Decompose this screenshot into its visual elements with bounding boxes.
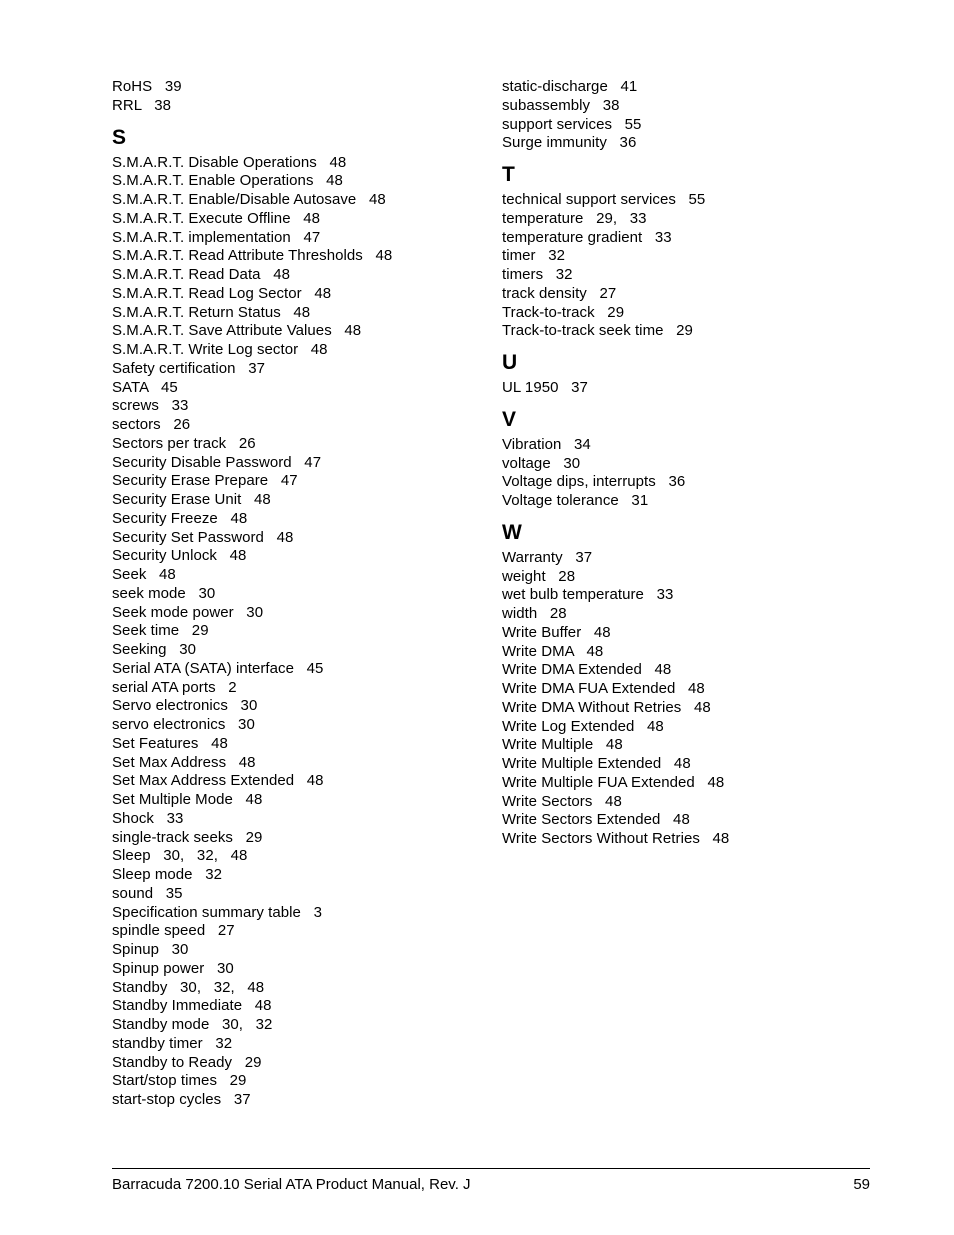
index-entry: spindle speed 27 [112, 922, 235, 940]
index-entry: Write Multiple FUA Extended 48 [502, 773, 725, 791]
index-entry: screws 33 [112, 397, 189, 415]
index-entry: Write Multiple Extended 48 [502, 755, 691, 772]
index-column-left [112, 78, 492, 1110]
index-entry: Write DMA Without Retries 48 [502, 698, 711, 716]
index-entry: S.M.A.R.T. Return Status 48 [112, 303, 311, 321]
index-entry: Security Freeze 48 [112, 509, 248, 527]
index-entry: Standby mode 30, 32 [112, 1016, 273, 1033]
index-entry: Surge immunity 36 [502, 134, 637, 152]
index-entry: Write DMA 48 [502, 642, 604, 660]
index-entry: support services 55 [502, 115, 642, 133]
index-entry: S.M.A.R.T. Execute Offline 48 [112, 209, 321, 227]
index-entry: timer 32 [502, 247, 566, 265]
index-entry: Voltage tolerance 31 [502, 492, 649, 509]
index-entry: S.M.A.R.T. Read Log Sector 48 [112, 284, 332, 302]
index-entry: Spinup 30 [112, 941, 189, 958]
index-entry: Set Max Address 48 [112, 753, 256, 771]
index-entry: Security Erase Unit 48 [112, 491, 271, 508]
index-entry: Vibration 34 [502, 435, 591, 453]
index-entry: subassembly 38 [502, 96, 620, 114]
index-entry: Standby to Ready 29 [112, 1053, 262, 1071]
index-entry: temperature 29, 33 [502, 209, 647, 227]
index-entry: Warranty 37 [502, 548, 593, 566]
index-entry: Track-to-track seek time 29 [502, 322, 693, 340]
index-entry: S.M.A.R.T. implementation 47 [112, 228, 321, 246]
index-entry: RoHS 39 [112, 78, 182, 95]
index-entry: Track-to-track 29 [502, 303, 625, 321]
index-entry: Security Erase Prepare 47 [112, 472, 298, 490]
index-entry: S.M.A.R.T. Save Attribute Values 48 [112, 322, 362, 340]
index-section-letter: U [502, 351, 518, 374]
index-entry: Safety certification 37 [112, 359, 265, 377]
footer-document-title: Barracuda 7200.10 Serial ATA Product Manual, Rev. J [112, 1176, 471, 1193]
index-entry: RRL 38 [112, 96, 172, 114]
index-section-letter: S [112, 125, 127, 149]
index-section-letter: V [502, 407, 517, 431]
index-entry: weight 28 [502, 567, 576, 585]
index-entry: Voltage dips, interrupts 36 [502, 473, 686, 491]
index-entry: Security Disable Password 47 [112, 453, 322, 471]
index-entry: Seek 48 [112, 566, 176, 583]
index-entry: Set Max Address Extended 48 [112, 772, 324, 790]
index-entry: Write Sectors Without Retries 48 [502, 830, 730, 847]
index-entry: Write DMA FUA Extended 48 [502, 680, 705, 697]
index-entry: Write Multiple 48 [502, 736, 623, 754]
index-entry: voltage 30 [502, 454, 581, 472]
index-entry: Spinup power 30 [112, 959, 234, 977]
index-entry: UL 1950 37 [502, 379, 588, 396]
index-entry: Standby 30, 32, 48 [112, 978, 265, 996]
index-entry: Seek time 29 [112, 622, 209, 640]
index-entry: seek mode 30 [112, 584, 216, 602]
footer-divider [112, 1168, 870, 1169]
index-entry: Security Unlock 48 [112, 547, 247, 565]
index-entry: Specification summary table 3 [112, 903, 322, 921]
index-entry: technical support services 55 [502, 191, 706, 208]
index-entry: S.M.A.R.T. Write Log sector 48 [112, 341, 328, 358]
index-entry: wet bulb temperature 33 [502, 586, 674, 604]
index-entry: single-track seeks 29 [112, 828, 263, 846]
index-entry: width 28 [502, 605, 567, 622]
index-entry: timers 32 [502, 266, 573, 283]
index-entry: Set Multiple Mode 48 [112, 791, 263, 808]
index-entry: Sectors per track 26 [112, 434, 256, 452]
index-entry: Write Log Extended 48 [502, 717, 664, 735]
index-entry: Set Features 48 [112, 734, 228, 752]
index-entry: SATA 45 [112, 378, 178, 396]
index-entry: Sleep mode 32 [112, 866, 222, 883]
index-entry: Write DMA Extended 48 [502, 661, 672, 679]
index-entry: static-discharge 41 [502, 78, 638, 95]
index-entry: servo electronics 30 [112, 716, 255, 733]
index-entry: track density 27 [502, 284, 617, 302]
index-entry: sectors 26 [112, 416, 191, 433]
index-entry: Seek mode power 30 [112, 603, 264, 621]
index-entry: Servo electronics 30 [112, 697, 258, 715]
index-entry: Write Sectors 48 [502, 792, 622, 810]
index-entry: Sleep 30, 32, 48 [112, 847, 248, 865]
index-entry: Write Sectors Extended 48 [502, 811, 690, 829]
footer-page-number: 59 [853, 1176, 870, 1193]
index-entry: Security Set Password 48 [112, 528, 294, 546]
index-entry: S.M.A.R.T. Enable Operations 48 [112, 172, 343, 190]
index-entry: Write Buffer 48 [502, 623, 611, 641]
index-entry: Shock 33 [112, 809, 184, 827]
index-entry: Seeking 30 [112, 641, 196, 658]
index-column-right [502, 78, 882, 849]
index-entry: Start/stop times 29 [112, 1072, 247, 1090]
index-entry: Standby Immediate 48 [112, 997, 272, 1015]
index-entry: S.M.A.R.T. Read Attribute Thresholds 48 [112, 247, 393, 265]
index-entry: S.M.A.R.T. Disable Operations 48 [112, 153, 347, 171]
index-entry: sound 35 [112, 884, 183, 902]
index-entry: S.M.A.R.T. Read Data 48 [112, 266, 290, 283]
index-entry: temperature gradient 33 [502, 228, 672, 246]
index-entry: S.M.A.R.T. Enable/Disable Autosave 48 [112, 191, 386, 208]
index-section-letter: W [502, 520, 522, 544]
index-entry: serial ATA ports 2 [112, 678, 237, 696]
index-section-letter: T [502, 163, 515, 186]
index-entry: start-stop cycles 37 [112, 1091, 251, 1108]
index-entry: Serial ATA (SATA) interface 45 [112, 659, 324, 677]
index-entry: standby timer 32 [112, 1034, 233, 1052]
